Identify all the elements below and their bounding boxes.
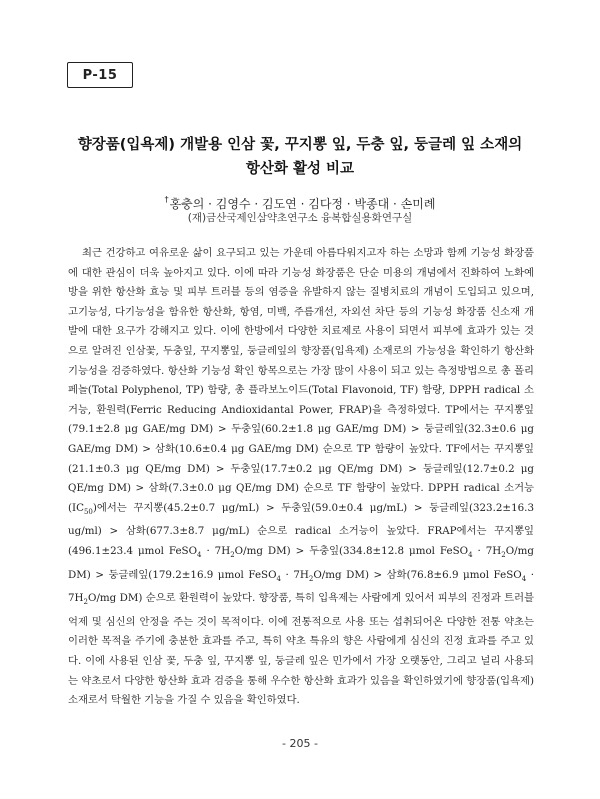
subscript: 2 — [230, 551, 235, 559]
author-names: 홍충의 · 김영수 · 김도연 · 김다정 · 박종대 · 손미례 — [169, 197, 436, 211]
abstract-text: O/mg DM) > 둥글레잎(179.2±16.9 μmol FeSO — [68, 544, 534, 581]
abstract-paragraph — [68, 244, 534, 711]
subscript: 4 — [468, 551, 473, 559]
abstract-text: )에서는 꾸지뽕(45.2±0.7 μg/mL) > 두충잎(59.0±0.4 μg/mL) > 둥글레잎(323.2±16.3 ug/ml) > 삼화(677.3±8.7 μg/mL) 순으로 radical 소거능이 높았다. FRAP에서는 꾸지뽕잎(496.1±23.4 μmol FeSO — [68, 501, 534, 557]
abstract — [68, 244, 534, 711]
abstract-text: · 7H — [281, 568, 309, 581]
subscript: 2 — [501, 551, 506, 559]
abstract-text: O/mg DM) 순으로 환원력이 높았다. 향장품, 특히 입욕제는 사람에게 있어서 피부의 진정과 트러블 억제 및 심신의 안정을 주는 것이 목적이다. 이에 전통적으로 사용 또는 섭취되어온 다양한 전통 약초는 이러한 목적을 주기에 충분한 효과를 주고, 특히 약초 특유의 향은 사람에게 심신의 진정 효과를 주고 있다. 이에 사용된 인삼 꽃, 두충 잎, 꾸지뽕 잎, 둥글레 잎은 민가에서 가장 오랫동안, 그리고 널리 사용되는 약초로서 다양한 항산화 효과 검증을 통해 우수한 항산화 효과가 있음을 확인하였기에 향장품(입욕제) 소재로서 탁월한 기능을 가질 수 있음을 확인하였다. — [68, 592, 534, 707]
abstract-text: · 7H — [201, 544, 231, 557]
title-line-1: 향장품(입욕제) 개발용 인삼 꽃, 꾸지뽕 잎, 두충 잎, 둥글레 잎 소재의 — [77, 137, 523, 153]
subscript: 2 — [308, 574, 314, 583]
subscript: 4 — [197, 551, 202, 559]
poster-number-badge: P-15 — [67, 62, 133, 88]
corresponding-author-mark: † — [164, 195, 169, 204]
subscript: 4 — [521, 574, 527, 583]
abstract-text: O/mg DM) > 두충잎(334.8±12.8 μmol FeSO — [234, 544, 469, 557]
subscript: 2 — [83, 598, 88, 607]
paper-title — [60, 133, 540, 181]
title-line-2: 항산화 활성 비교 — [245, 161, 355, 177]
abstract-text: · 7H — [68, 568, 534, 605]
affiliation: (재)금산국제인삼약초연구소 융복합실용화연구실 — [187, 212, 413, 224]
subscript: 4 — [276, 574, 282, 583]
abstract-text: 최근 건강하고 여유로운 삶이 요구되고 있는 가운데 아름다워지고자 하는 소망과 함께 기능성 화장품에 대한 관심이 더욱 높아지고 있다. 이에 따라 기능성 화장품은 단순 미용의 개념에서 진화하여 노화예방을 위한 항산화 효능 및 피부 트러블 등의 염증을 유발하지 않는 질병치료의 개념이 도입되고 있으며, 고기능성, 다기능성을 함유한 항산화, 항염, 미백, 주름개선, 자외선 차단 등의 기능성 화장품 신소재 개발에 대한 요구가 강해지고 있다. 이에 한방에서 다양한 치료제로 사용이 되면서 피부에 효과가 있는 것으로 알려진 인삼꽃, 두충잎, 꾸지뽕잎, 둥글레잎의 향장품(입욕제) 소재로의 가능성을 확인하기 항산화 기능성을 검증하였다. 항산화 기능성 확인 항목으로는 가장 많이 사용이 되고 있는 측정방법으로 총 폴리페놀(Total Polyphenol, TP) 함량, 총 플라보노이드(Total Flavonoid, TF) 함량, DPPH radical 소거능, 환원력(Ferric Reducing Andioxidantal Power, FRAP)을 측정하였다. TP에서는 꾸지뽕잎(79.1±2.8 μg GAE/mg DM) > 두충잎(60.2±1.8 μg GAE/mg DM) > 둥글레잎(32.3±0.6 μg GAE/mg DM) > 삼화(10.6±0.4 μg GAE/mg DM) 순으로 TP 함량이 높았다. TF에서는 꾸지뽕잎(21.1±0.3 μg QE/mg DM) > 두충잎(17.7±0.2 μg QE/mg DM) > 둥글레잎(12.7±0.2 μg QE/mg DM) > 삼화(7.3±0.0 μg QE/mg DM) 순으로 TF 함량이 높았다. DPPH radical 소거능(IC — [68, 247, 534, 514]
page-number: - 205 - — [282, 737, 318, 750]
abstract-text: · 7H — [472, 544, 502, 557]
subscript: 50 — [83, 507, 93, 516]
abstract-text: O/mg DM) > 삼화(76.8±6.9 μmol FeSO — [313, 568, 522, 581]
